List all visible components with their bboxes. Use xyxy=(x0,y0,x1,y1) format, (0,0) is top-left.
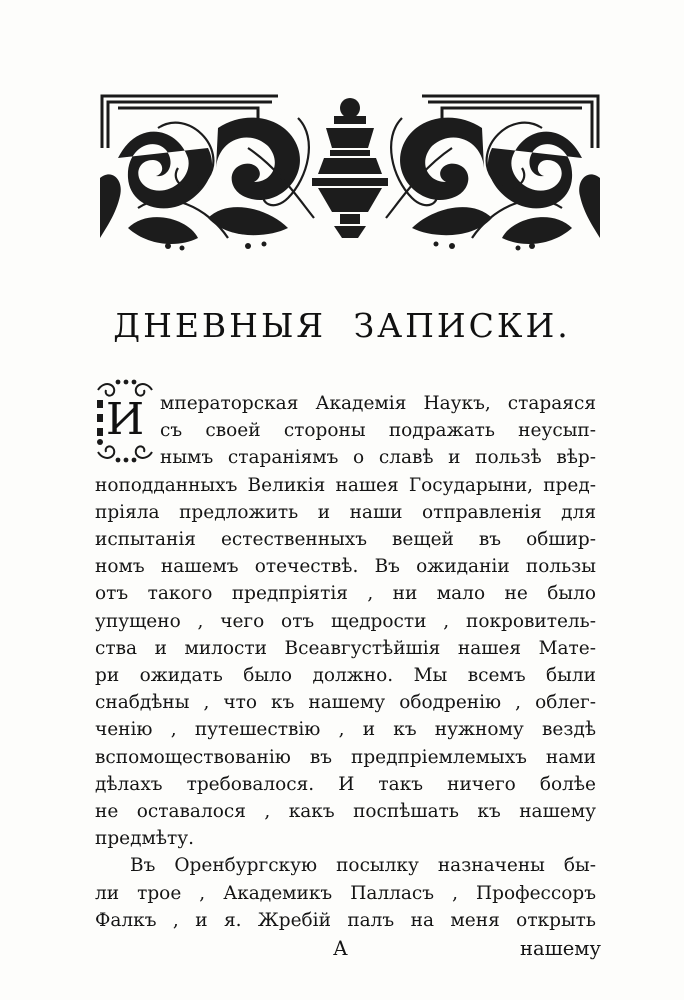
text-line: ри ожидать было должно. Мы всемъ были xyxy=(95,665,596,686)
decorated-initial xyxy=(94,378,156,464)
text-line: пріяла предложить и наши отправленія для xyxy=(95,501,596,523)
text-line: ства и милости Всеавгустѣйшія нашея Матe- xyxy=(95,637,596,659)
text-line: вспомоществованію въ предпріемлемыхъ нами xyxy=(95,746,596,768)
text-line: Фалкъ , и я. Жребій палъ на меня открыть xyxy=(95,909,596,931)
text-line: не оставалося , какъ поспѣшать къ нашему xyxy=(95,801,596,822)
text-line: упущено , чего отъ щедрости , покровитель- xyxy=(95,610,596,632)
initial-letter: И xyxy=(105,394,145,445)
catchword: нашему xyxy=(520,937,601,960)
text-line: испытанія естественныхъ вещей въ обшир- xyxy=(95,529,596,550)
text-line: ли трое , Академикъ Палласъ , Профессоръ xyxy=(95,882,596,904)
text-line: предмѣту. xyxy=(95,828,195,850)
text-line: ноподданныхъ Великія нашея Государыни, пред- xyxy=(95,474,596,496)
text-line: ченію , путешествію , и къ нужному вездѣ xyxy=(95,719,596,741)
text-line: Въ Оренбургскую посылку назначены бы- xyxy=(130,855,596,877)
signature-mark: А xyxy=(333,937,348,960)
text-line: нымъ стараніямъ о славѣ и пользѣ вѣр- xyxy=(160,447,596,469)
text-line: номъ нашемъ отечествѣ. Въ ожиданіи пользы xyxy=(95,556,596,578)
text-line: мператорская Академія Наукъ, стараяся xyxy=(160,393,596,414)
page-title: ДНЕВНЫЯ ЗАПИСКИ. xyxy=(113,306,571,345)
text-line: съ своей стороны подражать неусып- xyxy=(160,420,596,442)
text-line: отъ такого предпріятія , ни мало не было xyxy=(95,583,596,605)
ornamental-headpiece xyxy=(98,88,602,256)
text-line: снабдѣны , что къ нашему ободренію , облег- xyxy=(95,692,596,714)
text-line: дѣлахъ требовалося. И такъ ничего болѣе xyxy=(95,773,596,795)
